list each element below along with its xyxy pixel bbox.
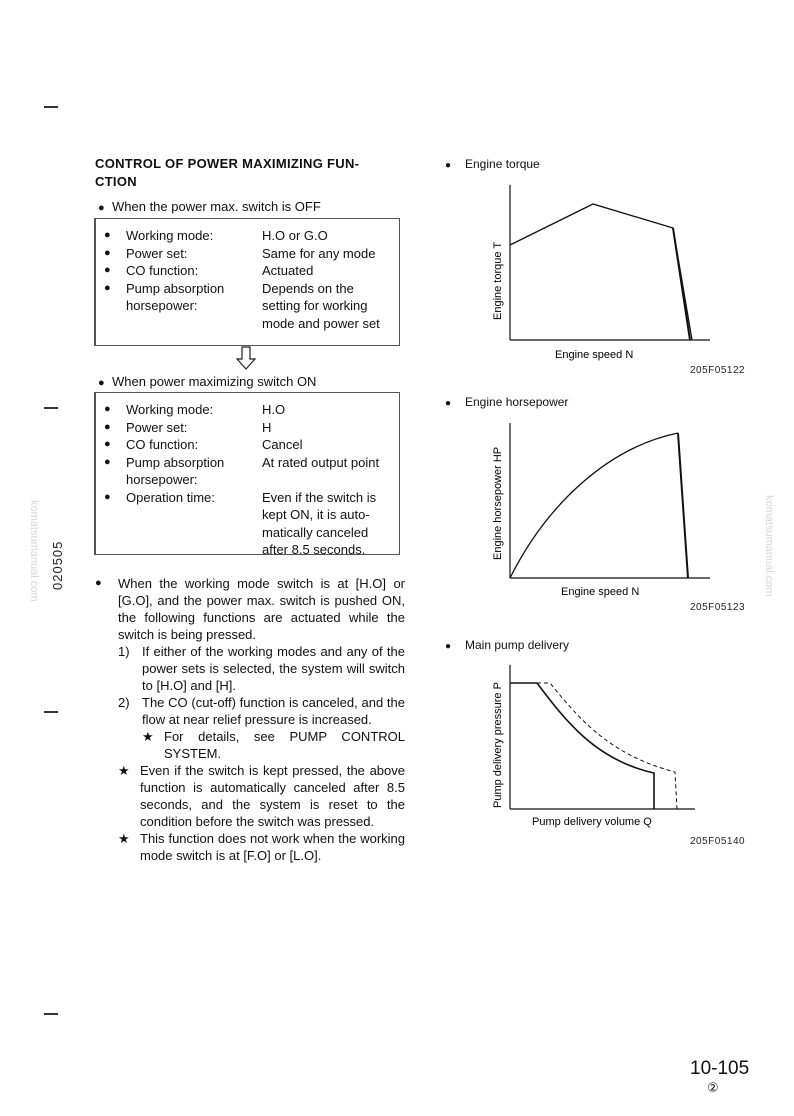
pump-chart bbox=[485, 660, 725, 830]
section-heading bbox=[95, 155, 405, 191]
edge-mark-2 bbox=[44, 407, 58, 409]
off-row-co-function: ● CO function: Actuated bbox=[104, 263, 314, 278]
note-details: ★ For details, see PUMP CONTROL SYSTEM. bbox=[142, 729, 405, 761]
watermark-left: komatsumanual.com bbox=[28, 500, 40, 602]
bullet-icon: ● bbox=[445, 398, 452, 409]
bullet-icon: ● bbox=[104, 438, 111, 450]
horsepower-figure-code: 205F05123 bbox=[690, 602, 746, 613]
item-2: 2) The CO (cut-off) function is canceled, and the flow at near relief pressure is increased. bbox=[118, 695, 405, 727]
bullet-icon: ● bbox=[104, 246, 111, 259]
torque-x-label: Engine speed N bbox=[555, 349, 634, 361]
bullet-icon: ● bbox=[98, 202, 105, 214]
star-icon: ★ bbox=[118, 831, 130, 846]
note-kept-pressed: ★ Even if the switch is kept pressed, the above function is automatically canceled after 8.5 seconds, and the system is reset to the condition before the switch was pressed. bbox=[118, 763, 405, 829]
on-row-operation-time: ● Operation time: Even if the switch is bbox=[104, 489, 377, 505]
bullet-icon: ● bbox=[104, 229, 111, 241]
on-section-label: ● When power maximizing switch ON bbox=[98, 373, 316, 392]
off-row-pump-absorption: ● Pump absorption Depends on the bbox=[104, 280, 354, 296]
side-code: 020505 bbox=[50, 540, 65, 590]
torque-cutoff-line bbox=[673, 228, 690, 340]
pump-y-label: Pump delivery pressure P bbox=[492, 682, 504, 808]
edge-mark-3 bbox=[44, 711, 58, 713]
on-row-operation-time-cont2: matically canceled bbox=[262, 524, 369, 540]
pump-x-label: Pump delivery volume Q bbox=[532, 816, 652, 828]
pump-curve-maximized bbox=[537, 683, 677, 809]
item-1: 1) If either of the working modes and any of the power sets is selected, the system will switch to [H.O] and [H]. bbox=[118, 644, 405, 693]
off-row-power-set: ● Power set: Same for any mode bbox=[104, 245, 376, 261]
on-row-pump-absorption-cont: horsepower: bbox=[126, 472, 198, 487]
bullet-icon: ● bbox=[445, 641, 452, 652]
on-row-working-mode: ● Working mode: H.O bbox=[104, 402, 286, 417]
pump-curve-normal bbox=[510, 683, 654, 809]
star-icon: ★ bbox=[142, 729, 154, 744]
hp-x-label: Engine speed N bbox=[561, 586, 640, 598]
on-row-co-function: ● CO function: Cancel bbox=[104, 437, 303, 452]
note-not-work: ★ This function does not work when the working mode switch is at [F.O] or [L.O]. bbox=[118, 831, 405, 863]
down-arrow-icon bbox=[236, 346, 256, 370]
bullet-icon: ● bbox=[95, 577, 102, 589]
pump-figure-code: 205F05140 bbox=[690, 836, 746, 847]
horsepower-chart-title: ● Engine horsepower bbox=[445, 395, 569, 409]
bullet-icon: ● bbox=[104, 264, 111, 276]
body-text bbox=[95, 575, 405, 864]
bullet-icon: ● bbox=[445, 160, 452, 171]
on-row-pump-absorption: ● Pump absorption At rated output point bbox=[104, 454, 380, 470]
horsepower-chart bbox=[485, 418, 725, 603]
off-settings-box bbox=[94, 218, 400, 346]
on-row-power-set: ● Power set: H bbox=[104, 419, 272, 435]
on-row-operation-time-cont: kept ON, it is auto- bbox=[262, 507, 370, 522]
bullet-icon: ● bbox=[104, 490, 111, 503]
bullet-icon: ● bbox=[104, 420, 111, 433]
pump-chart-title: ● Main pump delivery bbox=[445, 638, 570, 652]
off-section-label: ● When the power max. switch is OFF bbox=[98, 198, 321, 217]
bullet-icon: ● bbox=[104, 281, 111, 294]
watermark-right: komatsumanual.com bbox=[763, 495, 775, 597]
torque-chart-title: ● Engine torque bbox=[445, 157, 540, 171]
heading-line-2: CTION bbox=[95, 174, 137, 189]
off-row-pump-absorption-cont2: mode and power set bbox=[262, 315, 380, 331]
torque-chart bbox=[485, 180, 725, 365]
torque-figure-code: 205F05122 bbox=[690, 365, 746, 376]
hp-curve bbox=[510, 433, 678, 578]
torque-y-label: Engine torque T bbox=[492, 241, 504, 320]
off-row-working-mode: ● Working mode: H.O or G.O bbox=[104, 228, 328, 243]
star-icon: ★ bbox=[118, 763, 130, 778]
bullet-icon: ● bbox=[104, 403, 111, 415]
on-row-operation-time-cont3: after 8.5 seconds. bbox=[262, 542, 366, 557]
bullet-icon: ● bbox=[104, 455, 111, 468]
hp-cutoff-line bbox=[678, 433, 688, 578]
page-number: 10-105 bbox=[690, 1058, 750, 1079]
bullet-icon: ● bbox=[98, 377, 105, 389]
torque-curve bbox=[510, 204, 692, 340]
heading-line-1: CONTROL OF POWER MAXIMIZING FUN- bbox=[95, 156, 360, 171]
edge-mark-4 bbox=[44, 1013, 58, 1015]
hp-y-label: Engine horsepower HP bbox=[492, 446, 504, 560]
revision-mark: ② bbox=[707, 1080, 719, 1095]
edge-mark-1 bbox=[44, 106, 58, 108]
off-row-pump-absorption-cont: horsepower: setting for working bbox=[126, 298, 368, 313]
on-settings-box bbox=[94, 392, 400, 555]
intro-paragraph: ● When the working mode switch is at [H.O] or [G.O], and the power max. switch is pushed ON, the following functions are actuated while the switch is being pressed. bbox=[95, 576, 405, 642]
